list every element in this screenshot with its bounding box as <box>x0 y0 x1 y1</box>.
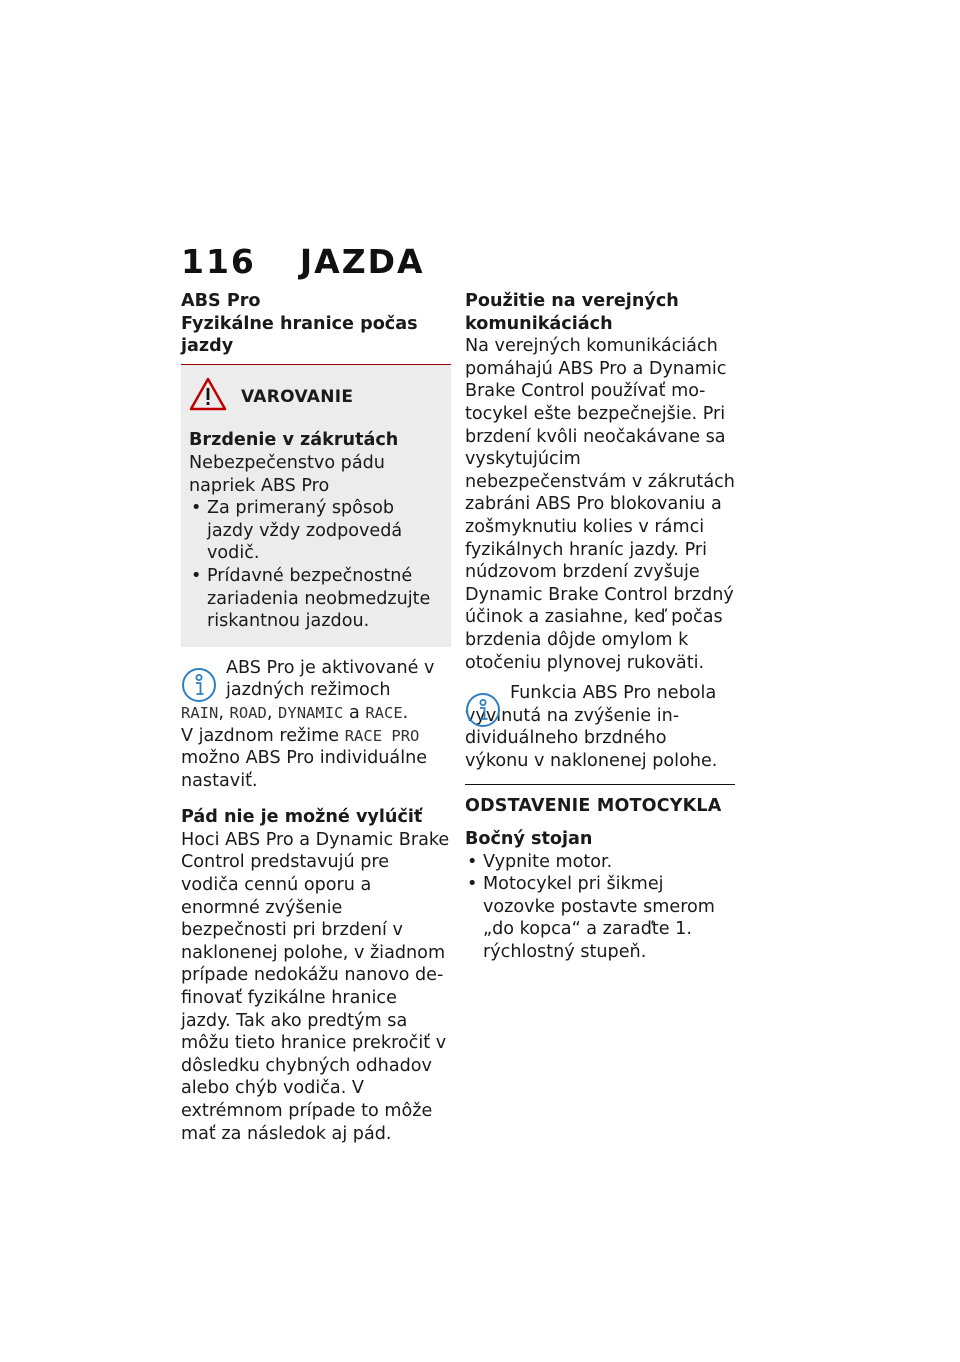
list-item: • Prídavné bezpečnostné zariadenia neobmedzujte riskantnou jazdou. <box>189 565 443 633</box>
separator: , <box>218 702 230 723</box>
page-number: 116 <box>181 242 256 281</box>
mode-rain: RAIN <box>181 703 219 722</box>
warning-box <box>181 365 451 647</box>
info-text-2: V jazdnom režime <box>181 725 340 746</box>
info-icon <box>181 667 217 703</box>
fall-paragraph: Hoci ABS Pro a Dynamic Brake Control predstavujú pre vodiča cennú oporu a enormné zvýšenie bezpečnosti pri brzdení v naklonenej polohe, v žiadnom prípade nedokážu nanovo definovať fyzikálne hranice jazdy. Tak ako predtým sa môžu tieto hranice prekročiť v dôsledku chybných odhadov alebo chýb vodiča. V extrémnom prípade to môže mať za následok aj pád. <box>181 829 450 1144</box>
section-heading-parking: ODSTAVENIE MOTOCYKLA <box>465 784 735 818</box>
warning-bullets <box>189 497 443 633</box>
heading-fall: Pád nie je možné vylúčiť <box>181 807 423 828</box>
info-text-1: ABS Pro je aktivované v jazdných režimoch <box>226 657 435 701</box>
warning-text: Nebezpečenstvo pádu napriek ABS Pro <box>189 452 385 496</box>
period: . <box>402 702 409 723</box>
separator: , <box>266 702 279 723</box>
mode-dynamic: DYNAMIC <box>278 703 344 722</box>
heading-abs-pro: ABS Pro <box>181 291 261 311</box>
warning-triangle-icon <box>189 377 227 418</box>
info-note-performance <box>465 682 735 772</box>
info-modes-line <box>181 702 451 725</box>
list-item: • Vypnite motor. <box>465 851 735 874</box>
warning-subtitle: Brzdenie v zákrutách <box>189 430 399 451</box>
mode-race-pro: RACE PRO <box>344 726 420 745</box>
mode-road: ROAD <box>229 703 267 722</box>
warning-title: VAROVANIE <box>241 386 354 407</box>
right-column <box>465 290 735 964</box>
heading-physical-limits: Fyzikálne hranice počas jazdy <box>181 313 418 357</box>
mode-race: RACE <box>365 703 403 722</box>
list-item: • Motocykel pri šikmej vozovke postavte smerom „do kopca“ a zaraďte 1. rýchlostný stupeň. <box>465 873 735 963</box>
info-text-3: možno ABS Pro individuálne nastaviť. <box>181 748 428 791</box>
info-performance-text: Funkcia ABS Pro nebola vyvinutá na zvýšenie individuálneho brzdného výkonu v naklonenej polohe. <box>465 683 718 771</box>
heading-side-stand: Bočný stojan <box>465 829 593 850</box>
public-roads-paragraph: Na verejných komunikáciách pomáhajú ABS Pro a Dynamic Brake Control používať motocykel ešte bezpečnejšie. Pri brzdení kvôli neočakávane sa vyskytujúcim nebezpečenstvám v zákrutách zabráni ABS Pro blokovaniu a zošmyknutiu kolies v rámci fyzikálnych hraníc jazdy. Pri núdzovom brzdení zvyšuje Dynamic Brake Control brzdný účinok a zasiahne, keď počas brzdenia dôjde omylom k otočeniu plynovej rukoväti. <box>465 336 735 673</box>
heading-public-roads: Použitie na verejných komunikáciách <box>465 291 679 334</box>
info-icon <box>465 692 501 728</box>
info-race-pro-line <box>181 725 451 748</box>
warning-header <box>189 377 443 418</box>
left-column <box>181 290 451 1145</box>
section-title: JAZDA <box>299 242 425 281</box>
conjunction: a <box>343 702 366 723</box>
page-header <box>181 242 425 281</box>
info-note-modes <box>181 657 451 793</box>
side-stand-bullets <box>465 851 735 964</box>
list-item: • Za primeraný spôsob jazdy vždy zodpovedá vodič. <box>189 497 443 565</box>
